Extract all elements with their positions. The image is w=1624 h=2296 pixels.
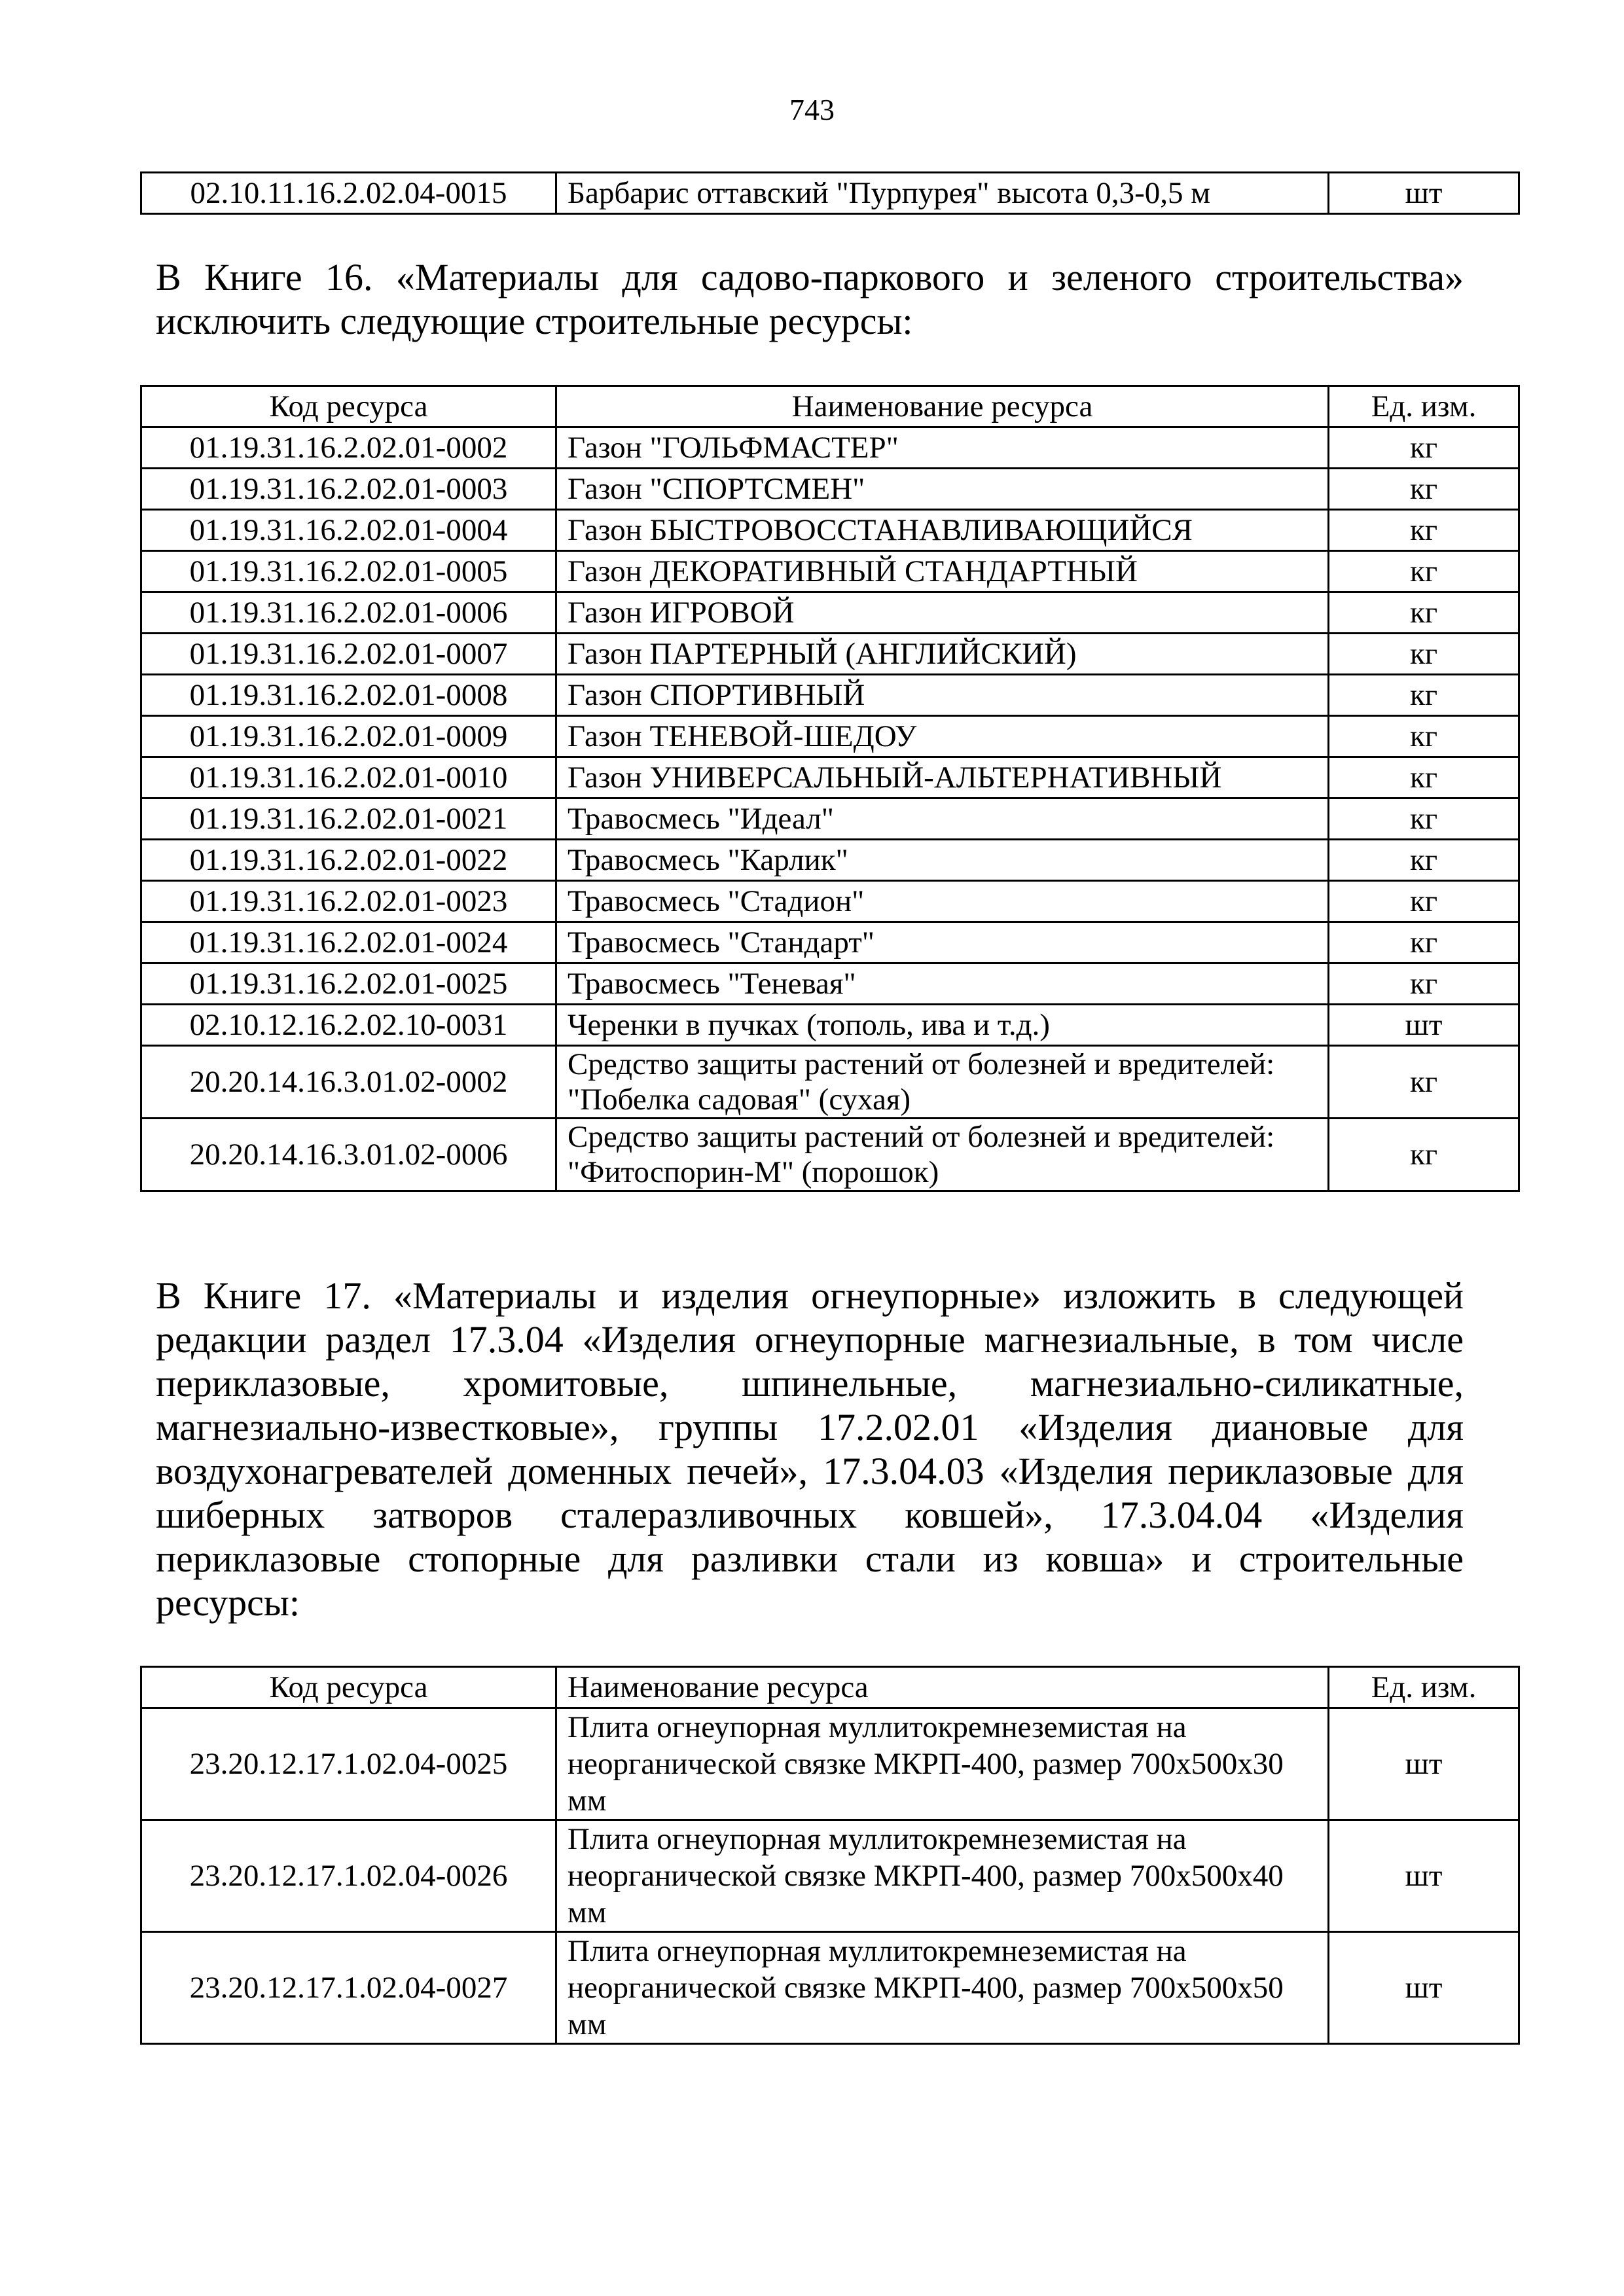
resource-code: 01.19.31.16.2.02.01-0003 [141,469,556,510]
resource-name: Газон ИГРОВОЙ [556,592,1329,634]
resource-unit: кг [1329,427,1519,469]
resource-unit: кг [1329,798,1519,840]
resource-unit: кг [1329,922,1519,963]
resource-unit: шт [1329,1005,1519,1046]
column-header-unit: Ед. изм. [1329,1667,1519,1708]
resource-code: 01.19.31.16.2.02.01-0022 [141,840,556,881]
resource-code: 01.19.31.16.2.02.01-0009 [141,716,556,757]
table-row [141,881,1519,922]
table-header-row [141,386,1519,427]
table-row [141,798,1519,840]
resource-name: Газон "СПОРТСМЕН" [556,469,1329,510]
resource-code: 02.10.12.16.2.02.10-0031 [141,1005,556,1046]
book16-paragraph: В Книге 16. «Материалы для садово-паркового и зеленого строительства» исключить следующие строительные ресурсы: [156,256,1464,342]
table-row [141,716,1519,757]
book17-paragraph: В Книге 17. «Материалы и изделия огнеупорные» изложить в следующей редакции раздел 17.3.04 «Изделия огнеупорные магнезиальные, в том числе периклазовые, хромитовые, шпинельные, магнезиально-силикатные, магнезиально-известковые», группы 17.2.02.01 «Изделия диановые для воздухонагревателей доменных печей», 17.3.04.03 «Изделия периклазовые для шиберных затворов сталеразливочных ковшей», 17.3.04.04 «Изделия периклазовые стопорные для разливки стали из ковша» и строительные ресурсы: [156,1274,1464,1624]
column-header-unit: Ед. изм. [1329,386,1519,427]
table-row [141,1708,1519,1820]
table-row [141,1820,1519,1932]
resource-unit: шт [1329,1932,1519,2044]
table-row [141,173,1519,214]
table-row [141,675,1519,716]
resource-unit: шт [1329,1708,1519,1820]
resource-name: Средство защиты растений от болезней и вредителей: "Побелка садовая" (сухая) [556,1046,1329,1119]
page-number: 743 [789,93,835,126]
resource-code: 01.19.31.16.2.02.01-0002 [141,427,556,469]
resource-unit: шт [1329,1820,1519,1932]
resource-code: 01.19.31.16.2.02.01-0008 [141,675,556,716]
resource-code: 02.10.11.16.2.02.04-0015 [141,173,556,214]
resource-code: 23.20.12.17.1.02.04-0025 [141,1708,556,1820]
resource-unit: кг [1329,592,1519,634]
resource-unit: шт [1329,173,1519,214]
table-row [141,427,1519,469]
resource-name: Травосмесь "Карлик" [556,840,1329,881]
top-resource-table [140,171,1520,215]
resource-name: Травосмесь "Стадион" [556,881,1329,922]
resource-code: 01.19.31.16.2.02.01-0024 [141,922,556,963]
resource-unit: кг [1329,551,1519,592]
resource-unit: кг [1329,510,1519,551]
resource-name: Газон "ГОЛЬФМАСТЕР" [556,427,1329,469]
table-row [141,551,1519,592]
table-row [141,1046,1519,1119]
resource-code: 23.20.12.17.1.02.04-0027 [141,1932,556,2044]
book17-resource-table [140,1666,1520,2045]
resource-unit: кг [1329,469,1519,510]
resource-name: Средство защиты растений от болезней и вредителей: "Фитоспорин-М" (порошок) [556,1119,1329,1191]
resource-name: Травосмесь "Стандарт" [556,922,1329,963]
resource-unit: кг [1329,675,1519,716]
resource-name: Газон ДЕКОРАТИВНЫЙ СТАНДАРТНЫЙ [556,551,1329,592]
resource-name: Плита огнеупорная муллитокремнеземистая на неорганической связке МКРП-400, размер 700х500х40 мм [556,1820,1329,1932]
resource-name: Плита огнеупорная муллитокремнеземистая на неорганической связке МКРП-400, размер 700х500х30 мм [556,1708,1329,1820]
resource-name: Газон СПОРТИВНЫЙ [556,675,1329,716]
book16-resource-table [140,385,1520,1192]
resource-code: 01.19.31.16.2.02.01-0010 [141,757,556,798]
resource-name: Плита огнеупорная муллитокремнеземистая на неорганической связке МКРП-400, размер 700х500х50 мм [556,1932,1329,2044]
table-row [141,757,1519,798]
table-row [141,1932,1519,2044]
resource-unit: кг [1329,1119,1519,1191]
resource-unit: кг [1329,840,1519,881]
resource-code: 01.19.31.16.2.02.01-0007 [141,634,556,675]
table-row [141,1119,1519,1191]
resource-code: 01.19.31.16.2.02.01-0025 [141,963,556,1005]
resource-unit: кг [1329,1046,1519,1119]
resource-name: Травосмесь "Идеал" [556,798,1329,840]
table-row [141,469,1519,510]
resource-code: 01.19.31.16.2.02.01-0023 [141,881,556,922]
column-header-code: Код ресурса [141,1667,556,1708]
resource-code: 23.20.12.17.1.02.04-0026 [141,1820,556,1932]
table-row [141,922,1519,963]
resource-unit: кг [1329,963,1519,1005]
resource-unit: кг [1329,881,1519,922]
resource-unit: кг [1329,716,1519,757]
table-row [141,963,1519,1005]
resource-unit: кг [1329,757,1519,798]
resource-code: 01.19.31.16.2.02.01-0021 [141,798,556,840]
resource-name: Газон УНИВЕРСАЛЬНЫЙ-АЛЬТЕРНАТИВНЫЙ [556,757,1329,798]
resource-code: 01.19.31.16.2.02.01-0005 [141,551,556,592]
table-row [141,1005,1519,1046]
resource-code: 20.20.14.16.3.01.02-0002 [141,1046,556,1119]
table-row [141,840,1519,881]
resource-name: Барбарис оттавский "Пурпурея" высота 0,3-0,5 м [556,173,1329,214]
table-header-row [141,1667,1519,1708]
resource-code: 20.20.14.16.3.01.02-0006 [141,1119,556,1191]
table-row [141,592,1519,634]
resource-name: Газон ПАРТЕРНЫЙ (АНГЛИЙСКИЙ) [556,634,1329,675]
column-header-name: Наименование ресурса [556,1667,1329,1708]
resource-name: Газон БЫСТРОВОССТАНАВЛИВАЮЩИЙСЯ [556,510,1329,551]
resource-code: 01.19.31.16.2.02.01-0004 [141,510,556,551]
table-row [141,634,1519,675]
resource-name: Травосмесь "Теневая" [556,963,1329,1005]
resource-unit: кг [1329,634,1519,675]
resource-name: Черенки в пучках (тополь, ива и т.д.) [556,1005,1329,1046]
column-header-name: Наименование ресурса [556,386,1329,427]
table-row [141,510,1519,551]
resource-name: Газон ТЕНЕВОЙ-ШЕДОУ [556,716,1329,757]
resource-code: 01.19.31.16.2.02.01-0006 [141,592,556,634]
column-header-code: Код ресурса [141,386,556,427]
